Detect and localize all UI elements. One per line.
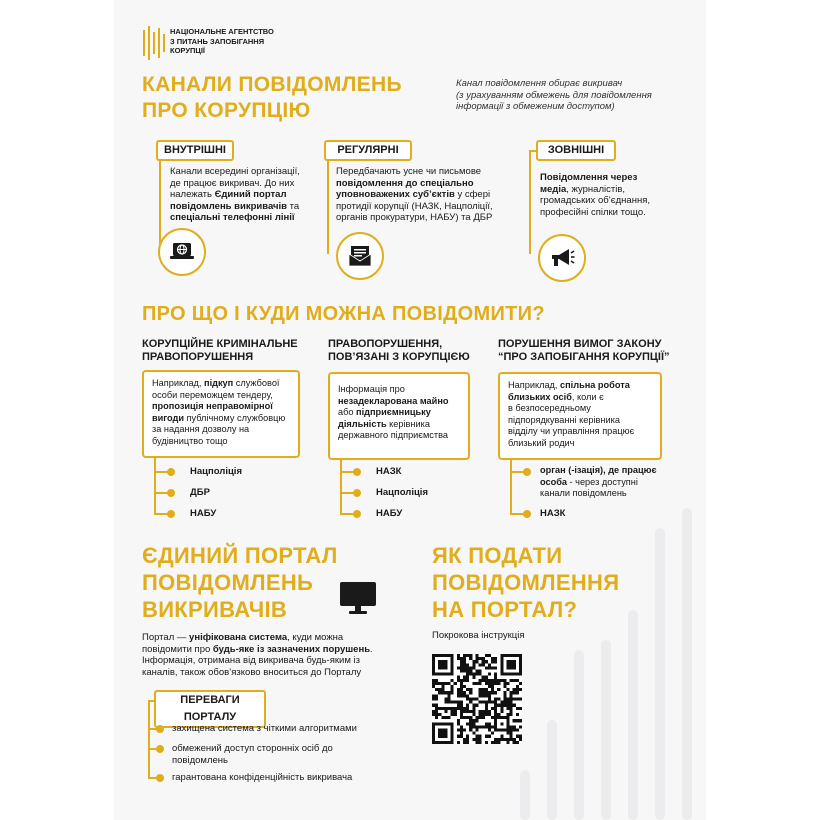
column2-box: Інформація про незадекларована майно або підприємницьку діяльність керівника державного підприємства (328, 372, 470, 460)
megaphone-icon (538, 234, 586, 282)
column1-box: Наприклад, підкуп службової особи переможцем тендеру, пропозиція неправомірної вигоди публічному службовцю за надання дозволу на будівництво тощо (142, 370, 300, 458)
section1-title: КАНАЛИ ПОВІДОМЛЕНЬ ПРО КОРУПЦІЮ (142, 73, 402, 122)
logo-line: НАЦІОНАЛЬНЕ АГЕНТСТВО (170, 27, 274, 36)
column2-heading: ПРАВОПОРУШЕННЯ, ПОВ’ЯЗАНІ З КОРУПЦІЄЮ (328, 338, 470, 363)
decor-bar (601, 640, 611, 820)
decor-bar (520, 770, 530, 820)
decor-bar (574, 650, 584, 820)
channel-regular-text: Передбачають усне чи письмове повідомлення до спеціально уповноважених суб’єктів у сфері протидії корупції (НАЗК, Нацполіції, органів прокуратури, НАБУ) та ДБР (336, 166, 493, 223)
logo-line: З ПИТАНЬ ЗАПОБІГАННЯ (170, 36, 265, 46)
decor-bar (547, 720, 557, 820)
column3-heading: ПОРУШЕННЯ ВИМОГ ЗАКОНУ “ПРО ЗАПОБІГАННЯ КОРУПЦІЇ” (498, 338, 670, 363)
logo (142, 26, 342, 62)
column2-item: НАЗК (376, 466, 402, 477)
column3-box: Наприклад, спільна робота близьких осіб, коли є в безпосередньому підпорядкуванні керівника відділу чи управління працює близький родич (498, 372, 662, 460)
qr-code[interactable] (432, 654, 522, 744)
section4-title: ЯК ПОДАТИ ПОВІДОМЛЕННЯ НА ПОРТАЛ? (432, 543, 620, 622)
advantage-item: гарантована конфіденційність викривача (172, 772, 353, 783)
channel-internal-label: ВНУТРІШНІ (156, 140, 234, 161)
channel-regular-label: РЕГУЛЯРНІ (324, 140, 412, 161)
channel-external-text: Повідомлення через медіа, журналістів, громадських об’єднання, професійні спілки тощо. (540, 172, 650, 218)
channel-external-label: ЗОВНІШНІ (536, 140, 616, 161)
column1-item: НАБУ (190, 508, 217, 519)
column2-item: НАБУ (376, 508, 403, 519)
advantage-item: обмежений доступ сторонніх осіб до повідомлень (172, 743, 333, 766)
laptop-globe-icon (158, 228, 206, 276)
decor-bar (682, 508, 692, 820)
column3-item: НАЗК (540, 508, 566, 519)
channel-internal-text: Канали всередині організації, де працює викривач. До них належать Єдиний портал повідомлень викривачів та спеціальні телефонні лінії (170, 166, 300, 223)
advantages-label: ПЕРЕВАГИ ПОРТАЛУ (154, 690, 266, 728)
poster (114, 0, 706, 820)
monitor-icon (338, 580, 378, 621)
nazk-logo-icon (142, 26, 166, 60)
decor-bar (655, 528, 665, 820)
column3-item: орган (-ізація), де працює особа - через доступні канали повідомлень (540, 465, 657, 498)
logo-line: КОРУПЦІЇ (170, 46, 206, 55)
section3-title: ЄДИНИЙ ПОРТАЛ ПОВІДОМЛЕНЬ ВИКРИВАЧІВ (142, 543, 338, 622)
decor-bar (628, 610, 638, 820)
advantage-item: захищена система з чіткими алгоритмами (172, 723, 357, 734)
column1-heading: КОРУПЦІЙНЕ КРИМІНАЛЬНЕ ПРАВОПОРУШЕННЯ (142, 338, 298, 363)
section4-subtitle: Покрокова інструкція (432, 630, 525, 641)
column1-item: Нацполіція (190, 466, 242, 477)
section2-title: ПРО ЩО І КУДИ МОЖНА ПОВІДОМИТИ? (142, 303, 545, 325)
portal-description: Портал — уніфікована система, куди можна повідомити про будь-яке із зазначених порушень. Інформація, отримана від викривача будь-яким із каналів, також обов’язково вноситься до Порталу (142, 632, 373, 678)
envelope-icon (336, 232, 384, 280)
column1-item: ДБР (190, 487, 210, 498)
section1-note: Канал повідомлення обирає викривач (з урахуванням обмежень для повідомлення інформації з обмеженим доступом) (456, 78, 652, 112)
column2-item: Нацполіція (376, 487, 428, 498)
